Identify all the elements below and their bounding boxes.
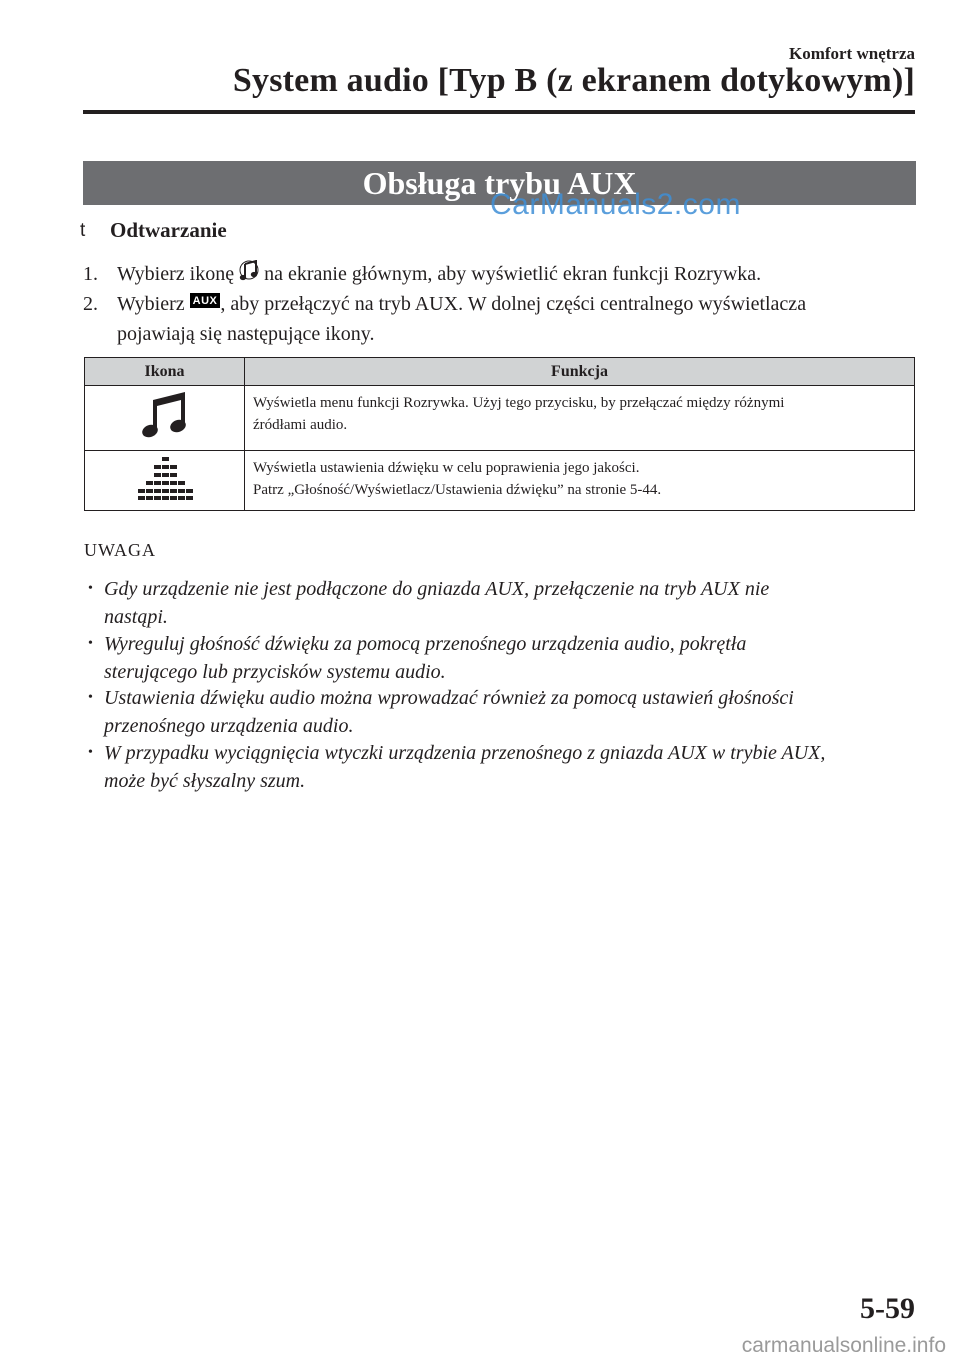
subsection-bullet: t [80,220,86,241]
icon-function-table [84,357,915,511]
step-text: na ekranie głównym, aby wyświetlić ekran funkcji Rozrywka. [264,263,762,285]
music-note-icon [140,390,190,442]
table-description-cell [245,451,915,511]
step-text-continued: pojawiają się następujące ikony. [117,323,375,345]
note-text-continued: nastąpi. [104,606,168,628]
step-number: 1. [83,263,98,285]
note-text-continued: przenośnego urządzenia audio. [104,715,354,737]
aux-button-icon: AUX [190,293,221,308]
description-line: Wyświetla ustawienia dźwięku w celu poprawienia jego jakości. [253,460,640,476]
note-item [88,739,918,795]
table-header-icon: Ikona [85,358,245,386]
subsection-title: Odtwarzanie [110,218,227,242]
note-text: Ustawienia dźwięku audio można wprowadzać również za pomocą ustawień głośności [104,687,794,709]
header-rule [83,110,915,114]
table-description-cell [245,386,915,451]
description-line: źródłami audio. [253,417,348,433]
note-text: Wyreguluj głośność dźwięku za pomocą przenośnego urządzenia audio, pokrętła [104,633,747,655]
table-icon-cell [85,386,245,451]
chapter-title: System audio [Typ B (z ekranem dotykowym)] [232,62,915,99]
note-label: UWAGA [84,540,156,560]
step-text: , aby przełączyć na tryb AUX. W dolnej części centralnego wyświetlacza [220,293,807,315]
table-header-row [85,358,915,386]
note-text-continued: sterującego lub przycisków systemu audio. [104,661,446,683]
note-bullet: • [88,745,93,760]
step-text: Wybierz ikonę [117,263,235,285]
note-text: W przypadku wyciągnięcia wtyczki urządzenia przenośnego z gniazda AUX w trybie AUX, [104,742,826,764]
table-header-function: Funkcja [245,358,915,386]
table-row [85,451,915,511]
table-icon-cell [85,451,245,511]
step-number: 2. [83,293,98,315]
description-line: Patrz „Głośność/Wyświetlacz/Ustawienia dźwięku” na stronie 5-44. [253,482,662,498]
note-item [88,630,918,686]
note-bullet: • [88,581,93,596]
note-bullet: • [88,690,93,705]
description-line: Wyświetla menu funkcji Rozrywka. Użyj tego przycisku, by przełączać między różnymi [253,395,785,411]
note-item [88,684,918,740]
music-note-icon [239,260,259,291]
note-item [88,575,918,631]
section-label: Komfort wnętrza [788,44,915,63]
section-banner: Obsługa trybu AUX [83,161,916,205]
watermark-bottom[interactable]: carmanualsonline.info [741,1334,946,1357]
note-text-continued: może być słyszalny szum. [104,770,306,792]
step-1 [83,259,761,291]
note-bullet: • [88,636,93,651]
watermark-top[interactable]: CarManuals2.com [490,188,741,221]
table-row [85,386,915,451]
note-text: Gdy urządzenie nie jest podłączone do gniazda AUX, przełączenie na tryb AUX nie [104,578,770,600]
equalizer-icon [137,455,193,501]
step-2 [83,289,806,349]
step-text: Wybierz [117,293,185,315]
page-number: 5-59 [860,1292,915,1325]
